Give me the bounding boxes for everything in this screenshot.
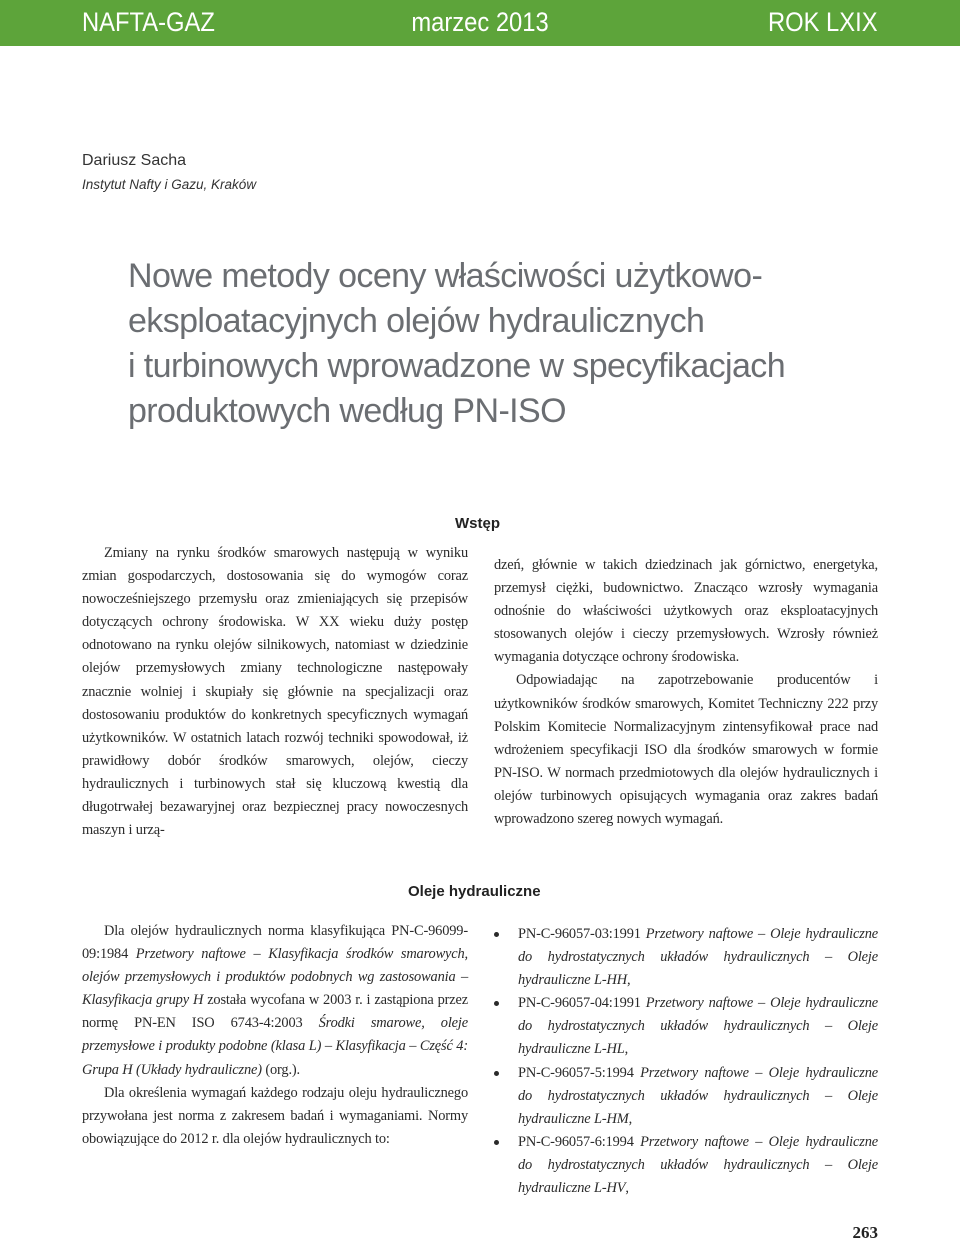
standard-code: PN-C-96057-5:1994 xyxy=(518,1064,641,1081)
standards-list xyxy=(494,923,878,1200)
standard-title-italic: Przetwory naftowe – Klasyfikacja środków smarowych, olejów przemysłowych i produktów podobnych wg zastosowania – Klasyfikacja grupy H xyxy=(82,946,468,1009)
standard-list-item xyxy=(494,1062,878,1131)
author-affiliation: Instytut Nafty i Gazu, Kraków xyxy=(82,177,257,192)
standard-list-item xyxy=(494,923,878,992)
standard-title: Przetwory naftowe – Oleje hydrauliczne do hydrostatycznych układów hydraulicznych – Oleje hydrauliczne L-HV xyxy=(518,1133,878,1197)
standard-list-item xyxy=(494,1131,878,1200)
punctuation: , xyxy=(626,972,631,989)
standard-code: PN-C-96057-04:1991 xyxy=(518,995,646,1012)
section-heading-hydraulic-oils: Oleje hydrauliczne xyxy=(408,883,541,900)
volume-label: ROK LXIX xyxy=(768,7,878,37)
hydraulic-right-column xyxy=(494,923,878,1200)
journal-header-bar xyxy=(0,0,960,46)
text-run: Dla olejów hydraulicznych norma klasyfikująca PN-C-96099-09:1984 xyxy=(82,923,468,963)
issue-date: marzec 2013 xyxy=(411,7,549,37)
intro-paragraph: Zmiany na rynku środków smarowych następują w wyniku zmian gospodarczych, dostosowania się do wymogów coraz nowocześniejszego przemysłu oraz zmieniających się przepisów dotyczących ochrony środowiska. W XX wieku duży postęp odnotowano na rynku olejów silnikowych, natomiast w dziedzinie olejów przemysłowych zmiany technologiczne następowały znacznie wolniej i skupiały się głównie na specjalizacji oraz dostosowaniu produktów do konkretnych specyficznych wymagań użytkowników. W ostatnich latach rozwój techniki spowodował, iż prawidłowy dobór środków smarowych, olejów, cieczy hydraulicznych i turbinowych stał się kluczową kwestią dla długotrwałej bezawaryjnej oraz bezpiecznej pracy nowoczesnych maszyn i urzą- xyxy=(82,545,468,839)
standard-title: Przetwory naftowe – Oleje hydrauliczne do hydrostatycznych układów hydraulicznych – Oleje hydrauliczne L-HH xyxy=(518,926,878,989)
punctuation: , xyxy=(625,1180,629,1197)
standard-code: PN-C-96057-6:1994 xyxy=(518,1133,641,1150)
standard-title-italic: Środki smarowe, oleje przemysłowe i produkty podobne (klasa L) – Klasyfikacja – Część 4: Grupa H (Układy hydrauliczne) xyxy=(82,1015,468,1078)
hydraulic-paragraph xyxy=(82,920,468,1082)
punctuation: , xyxy=(628,1110,633,1127)
title-line: eksploatacyjnych olejów hydraulicznych xyxy=(128,302,705,340)
title-line: i turbinowych wprowadzone w specyfikacjach xyxy=(128,347,786,385)
title-line: produktowych według PN-ISO xyxy=(128,392,566,430)
standard-code: PN-C-96057-03:1991 xyxy=(518,926,646,942)
standard-title: Przetwory naftowe – Oleje hydrauliczne do hydrostatycznych układów hydraulicznych – Oleje hydrauliczne L-HM xyxy=(518,1064,878,1127)
text-run: (org.). xyxy=(261,1061,300,1078)
hydraulic-left-column xyxy=(82,920,468,1151)
punctuation: , xyxy=(624,1041,629,1058)
intro-paragraph: Odpowiadając na zapotrzebowanie producentów i użytkowników środków smarowych, Komitet Techniczny 222 przy Polskim Komitecie Normalizacyjnym zintensyfikował prace nad wdrożeniem specyfikacji ISO dla środków smarowych w formie PN-ISO. W normach przedmiotowych dla olejów hydraulicznych i olejów turbinowych opisujących wymagania oraz zakres badań wprowadzono szereg nowych wymagań. xyxy=(494,672,878,828)
article-title xyxy=(128,254,848,434)
intro-paragraph-continued: dzeń, głównie w takich dziedzinach jak górnictwo, energetyka, przemysł ciężki, budownictwo. Znacząco wzrosły wymagania odnośnie do właściwości użytkowych oraz eksploatacyjnych stosowanych olejów i cieczy przemysłowych. Wzrosły również wymagania dotyczące ochrony środowiska. xyxy=(494,557,878,666)
standard-title: Przetwory naftowe – Oleje hydrauliczne do hydrostatycznych układów hydraulicznych – Oleje hydrauliczne L-HL xyxy=(518,995,878,1058)
author-name: Dariusz Sacha xyxy=(82,152,187,169)
text-run: została wycofana w 2003 r. i zastąpiona przez normę PN-EN ISO 6743-4:2003 xyxy=(82,992,468,1032)
page-number: 263 xyxy=(852,1223,878,1242)
journal-name: NAFTA-GAZ xyxy=(82,7,215,37)
section-heading-intro: Wstęp xyxy=(455,515,500,532)
intro-right-column xyxy=(494,554,878,831)
hydraulic-paragraph: Dla określenia wymagań każdego rodzaju oleju hydraulicznego przywołana jest norma z zakresem badań i wymaganiami. Normy obowiązujące do 2012 r. dla olejów hydraulicznych to: xyxy=(82,1084,468,1147)
intro-left-column xyxy=(82,542,468,842)
standard-list-item xyxy=(494,992,878,1061)
title-line: Nowe metody oceny właściwości użytkowo- xyxy=(128,257,763,295)
